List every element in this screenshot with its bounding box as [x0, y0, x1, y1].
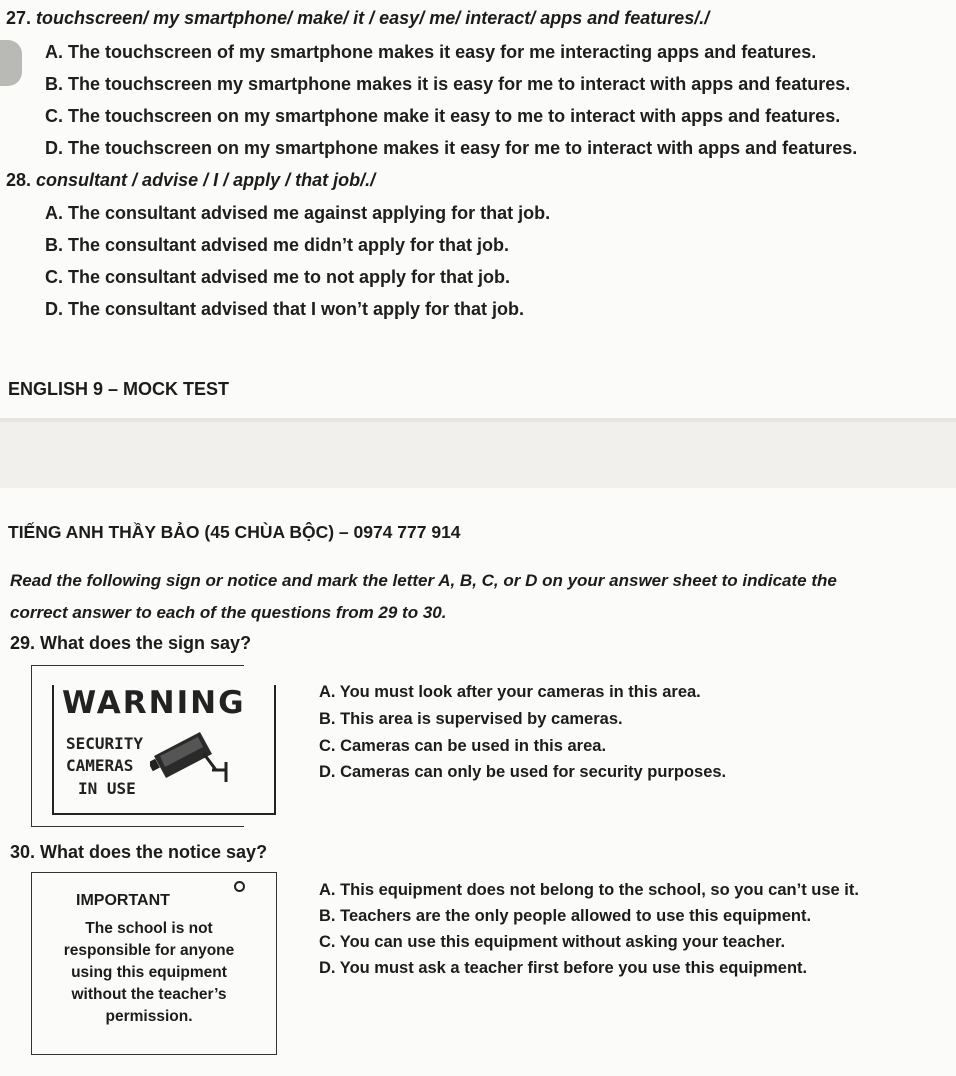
instructions-line-2: correct answer to each of the questions from 29 to 30.: [10, 603, 447, 622]
warning-sign: [31, 665, 244, 827]
notice-line-5: permission.: [105, 1008, 193, 1025]
q29-option-d[interactable]: D. Cameras can only be used for security purposes.: [319, 763, 727, 781]
page-gap-shadow: [0, 418, 956, 422]
page-header-title: TIẾNG ANH THẦY BẢO (45 CHÙA BỘC) – 0974 777 914: [8, 522, 461, 542]
question-29-title: 29. What does the sign say?: [10, 633, 252, 653]
q27-option-a[interactable]: A. The touchscreen of my smartphone makes it easy for me interacting apps and features.: [45, 42, 817, 62]
q27-option-b[interactable]: B. The touchscreen my smartphone makes it is easy for me to interact with apps and features.: [45, 74, 851, 94]
binder-mark: [0, 40, 22, 86]
q30-option-c[interactable]: C. You can use this equipment without asking your teacher.: [319, 933, 786, 951]
question-27-number: 27.: [6, 8, 32, 28]
question-27-stem: touchscreen/ my smartphone/ make/ it / easy/ me/ interact/ apps and features/./: [36, 8, 710, 28]
q27-option-c[interactable]: C. The touchscreen on my smartphone make it easy to me to interact with apps and features.: [45, 106, 841, 126]
security-camera-icon: [150, 726, 230, 786]
q27-option-d[interactable]: D. The touchscreen on my smartphone makes it easy for me to interact with apps and features.: [45, 138, 858, 158]
q30-option-b[interactable]: B. Teachers are the only people allowed to use this equipment.: [319, 907, 812, 925]
important-notice: [31, 872, 277, 1055]
page-gap: [0, 418, 956, 488]
page-footer-title: ENGLISH 9 – MOCK TEST: [8, 379, 230, 399]
warning-line-cameras: CAMERAS: [66, 756, 134, 775]
question-28-heading: [6, 170, 375, 191]
q28-option-c[interactable]: C. The consultant advised me to not apply for that job.: [45, 267, 511, 287]
warning-title: WARNING: [62, 685, 246, 721]
notice-line-4: without the teacher’s: [71, 986, 227, 1003]
warning-line-in-use: IN USE: [78, 779, 136, 798]
notice-title: IMPORTANT: [76, 892, 170, 909]
q30-option-d[interactable]: D. You must ask a teacher first before you use this equipment.: [319, 959, 808, 977]
q29-option-b[interactable]: B. This area is supervised by cameras.: [319, 710, 623, 728]
question-30-title: 30. What does the notice say?: [10, 842, 268, 862]
notice-line-3: using this equipment: [71, 964, 227, 981]
q28-option-d[interactable]: D. The consultant advised that I won’t apply for that job.: [45, 299, 525, 319]
question-28-number: 28.: [6, 170, 32, 190]
notice-dot-icon: [234, 881, 245, 892]
q29-option-c[interactable]: C. Cameras can be used in this area.: [319, 737, 607, 755]
q29-option-a[interactable]: A. You must look after your cameras in this area.: [319, 683, 701, 701]
instructions-line-1: Read the following sign or notice and mark the letter A, B, C, or D on your answer sheet to indicate the: [10, 571, 837, 590]
question-27-heading: [6, 8, 709, 29]
notice-line-1: The school is not: [85, 920, 213, 937]
warning-line-security: SECURITY: [66, 734, 144, 753]
q28-option-a[interactable]: A. The consultant advised me against applying for that job.: [45, 203, 551, 223]
q28-option-b[interactable]: B. The consultant advised me didn’t apply for that job.: [45, 235, 510, 255]
question-28-stem: consultant / advise / I / apply / that job/./: [36, 170, 376, 190]
notice-line-2: responsible for anyone: [63, 942, 235, 959]
q30-option-a[interactable]: A. This equipment does not belong to the school, so you can’t use it.: [319, 881, 859, 899]
